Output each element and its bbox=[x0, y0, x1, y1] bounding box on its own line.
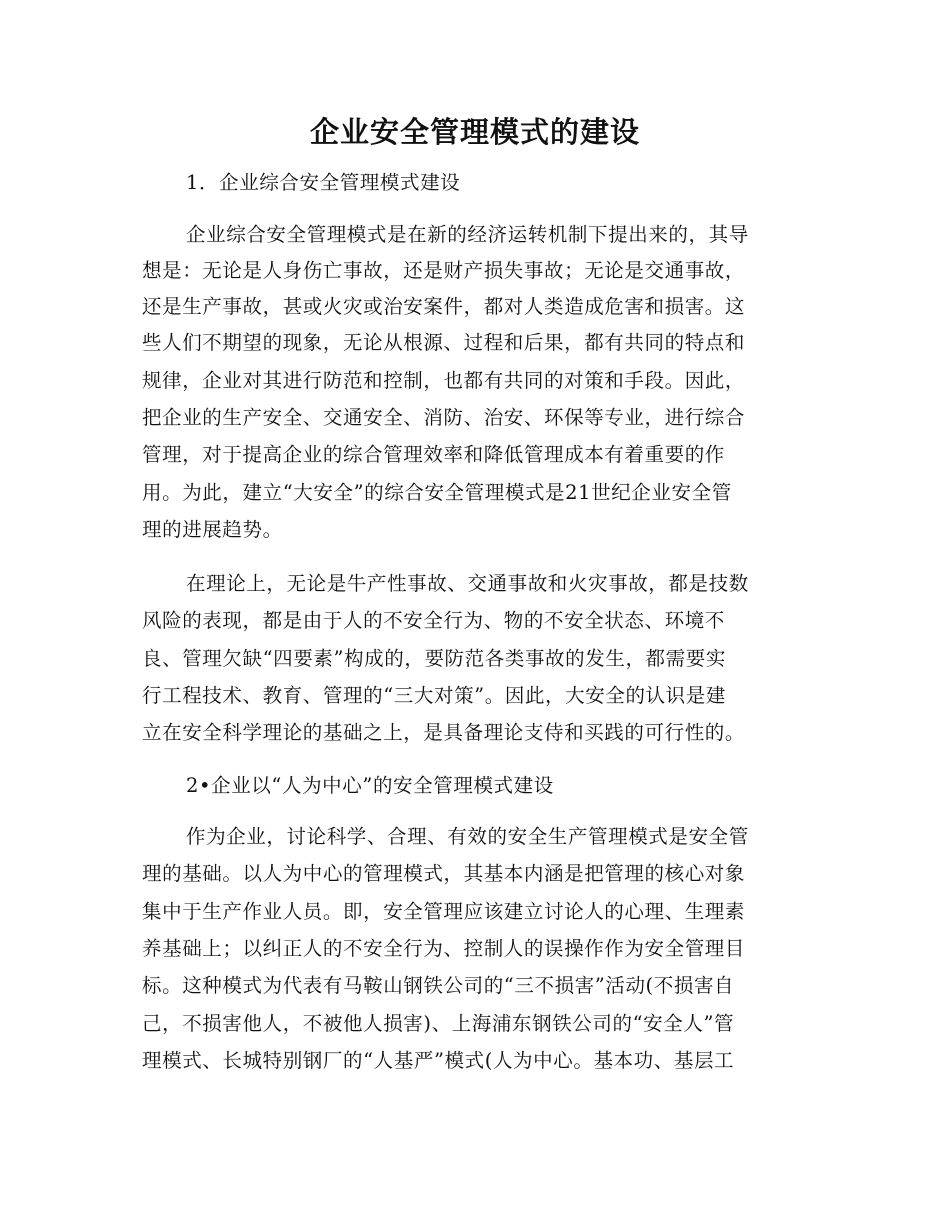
paragraph-1-line: 管理，对于提高企业的综合管理效率和降低管理成本有着重要的作 bbox=[142, 443, 725, 466]
paragraph-3-line: 理的基础。以人为中心的管理模式，其基本内涵是把管理的核心对象 bbox=[142, 862, 746, 885]
paragraph-1-line: 企业综合安全管理模式是在新的经济运转机制下提出来的，其导 bbox=[186, 223, 749, 246]
paragraph-2-line: 良、管理欠缺“四要素”构成的，要防范各类事故的发生，都需要实 bbox=[142, 647, 726, 670]
paragraph-1-line: 还是生产事故，甚或火灾或治安案件，都对人类造成危害和损害。这 bbox=[142, 295, 746, 318]
paragraph-2-line: 立在安全科学理论的基础之上，是具备理论支侍和买践的可行性的。 bbox=[142, 721, 746, 744]
paragraph-3-line: 养基础上；以纠正人的不安全行为、控制人的误操作作为安全管理目 bbox=[142, 937, 746, 960]
paragraph-1-line: 规律，企业对其进行防范和控制，也都有共同的对策和手段。因此， bbox=[142, 369, 746, 392]
paragraph-3-line: 作为企业，讨论科学、合理、有效的安全生产管理模式是安全管 bbox=[186, 825, 749, 848]
paragraph-1-line: 想是：无论是人身伤亡事故，还是财产损失事故；无论是交通事故， bbox=[142, 259, 746, 282]
paragraph-3-line: 己，不损害他人，不被他人损害)、上海浦东钢铁公司的“安全人”管 bbox=[142, 1012, 735, 1035]
section-heading-2: 2•企业以“人为中心”的安全管理模式建设 bbox=[186, 774, 554, 797]
paragraph-2-line: 在理论上，无论是牛产性事故、交通事故和火灾事故，都是技数 bbox=[186, 572, 749, 595]
paragraph-3-line: 集中于生产作业人员。即，安全管理应该建立讨论人的心理、生理素 bbox=[142, 900, 746, 923]
paragraph-1-line: 用。为此，建立“大安全”的综合安全管理模式是21世纪企业安全管 bbox=[142, 481, 732, 504]
paragraph-1-line: 理的进展趋势。 bbox=[142, 518, 283, 541]
paragraph-1-line: 些人们不期望的现象，无论从根源、过程和后果，都有共同的特点和 bbox=[142, 331, 746, 354]
paragraph-2-line: 风险的表现，都是由于人的不安全行为、物的不安全状态、环境不 bbox=[142, 609, 725, 632]
paragraph-3-line: 理模式、长城特别钢厂的“人基严”模式(人为中心。基本功、基层工 bbox=[142, 1049, 735, 1072]
paragraph-1-line: 把企业的生产安全、交通安全、消防、治安、环保等专业，进行综合 bbox=[142, 406, 746, 429]
section-heading-1: 1．企业综合安全管理模式建设 bbox=[186, 171, 461, 194]
paragraph-3-line: 标。这种模式为代表有马鞍山钢铁公司的“三不损害”活动(不损害自 bbox=[142, 974, 735, 997]
paragraph-2-line: 行工程技术、教育、管理的“三大对策”。因此，大安全的认识是建 bbox=[142, 684, 726, 707]
document-title: 企业安全管理模式的建设 bbox=[309, 115, 640, 149]
